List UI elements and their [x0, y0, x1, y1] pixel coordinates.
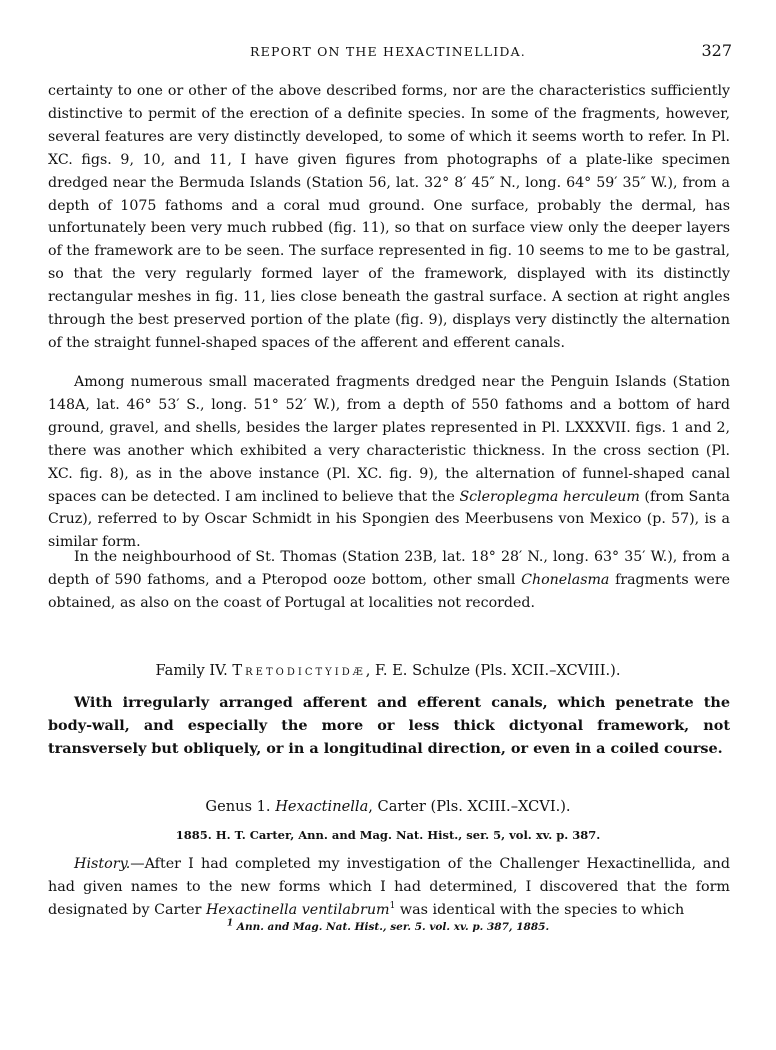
species-name: Scleroplegma herculeum	[459, 488, 640, 505]
history-label: History.	[74, 856, 131, 872]
paragraph-3	[48, 546, 730, 615]
page-number: 327	[701, 41, 732, 60]
genus-prefix: Genus 1.	[205, 798, 276, 815]
paragraph-2-text-a: Among numerous small macerated fragments dredged near the Penguin Islands (Station 148A, lat. 46° 53′ S., long. 51° 52′ W.), from a depth of 550 fathoms and a bottom of hard ground, gravel, and shells, besides the larger plates represented in Pl. LXXXVII. figs. 1 and 2, there was another which exhibited a very characteristic thickness. In the cross section (Pl. XC. fig. 8), as in the above instance (Pl. XC. fig. 9), the alternation of funnel-shaped canal spaces can be detected. I am inclined to believe that the	[48, 374, 730, 505]
paragraph-1: certainty to one or other of the above described forms, nor are the characteristics sufficiently distinctive to permit of the erection of a definite species. In some of the fragments, however, several features are very distinctly developed, to some of which it seems worth to refer. In Pl. XC. figs. 9, 10, and 11, I have given figures from photographs of a plate-like specimen dredged near the Bermuda Islands (Station 56, lat. 32° 8′ 45″ N., long. 64° 59′ 35″ W.), from a depth of 1075 fathoms and a coral mud ground. One surface, probably the dermal, has unfortunately been very much rubbed (fig. 11), so that on surface view only the deeper layers of the framework are to be seen. The surface represented in fig. 10 seems to me to be gastral, so that the very regularly formed layer of the framework, displayed with its distinctly rectangular meshes in fig. 11, lies close beneath the gastral surface. A section at right angles through the best preserved portion of the plate (fig. 9), displays very distinctly the alternation of the straight funnel-shaped spaces of the afferent and efferent canals.	[48, 83, 730, 351]
genus-heading	[0, 798, 776, 815]
family-description: With irregularly arranged afferent and efferent canals, which penetrate the body-wall, and especially the more or less thick dictyonal framework, not transversely but obliquely, or in a longitudinal direction, or even in a coiled course.	[48, 694, 730, 757]
footnote-text: Ann. and Mag. Nat. Hist., ser. 5. vol. xv. p. 387, 1885.	[236, 921, 550, 933]
history-paragraph	[48, 853, 730, 922]
genus-name-inline: Chonelasma	[521, 571, 610, 588]
footnote-mark: 1	[226, 918, 234, 929]
history-text-b: was identical with the species to which	[395, 902, 685, 918]
genus-reference: 1885. H. T. Carter, Ann. and Mag. Nat. Hist., ser. 5, vol. xv. p. 387.	[175, 828, 601, 842]
family-name: Tretodictyidæ	[232, 662, 366, 679]
paragraph-2	[48, 371, 730, 554]
running-title: REPORT ON THE HEXACTINELLIDA.	[250, 44, 526, 59]
family-prefix: Family IV.	[155, 662, 233, 679]
paragraph-2-text-b: (from Santa Cruz), referred to by Oscar Schmidt in his Spongien des Meerbusens von Mexico (p. 57), is a similar form.	[48, 488, 731, 551]
paragraph-3-text-b: fragments were obtained, as also on the coast of Portugal at localities not recorded.	[48, 571, 730, 611]
footnote-reference: 1	[389, 901, 396, 912]
history-text-a: —After I had completed my investigation of the Challenger Hexactinellida, and had given names to the new forms which I had determined, I discovered that the form designated by Carter	[48, 856, 730, 918]
running-head	[0, 41, 776, 66]
genus-suffix: , Carter (Pls. XCIII.–XCVI.).	[368, 798, 571, 815]
paragraph-3-text-a: In the neighbourhood of St. Thomas (Station 23B, lat. 18° 28′ N., long. 63° 35′ W.), from a depth of 590 fathoms, and a Pteropod ooze bottom, other small	[48, 549, 730, 588]
genus-name: Hexactinella	[275, 798, 369, 815]
footnote	[0, 918, 776, 933]
history-species: Hexactinella ventilabrum	[205, 902, 390, 918]
family-suffix: , F. E. Schulze (Pls. XCII.–XCVIII.).	[365, 662, 621, 679]
family-heading	[0, 662, 776, 679]
